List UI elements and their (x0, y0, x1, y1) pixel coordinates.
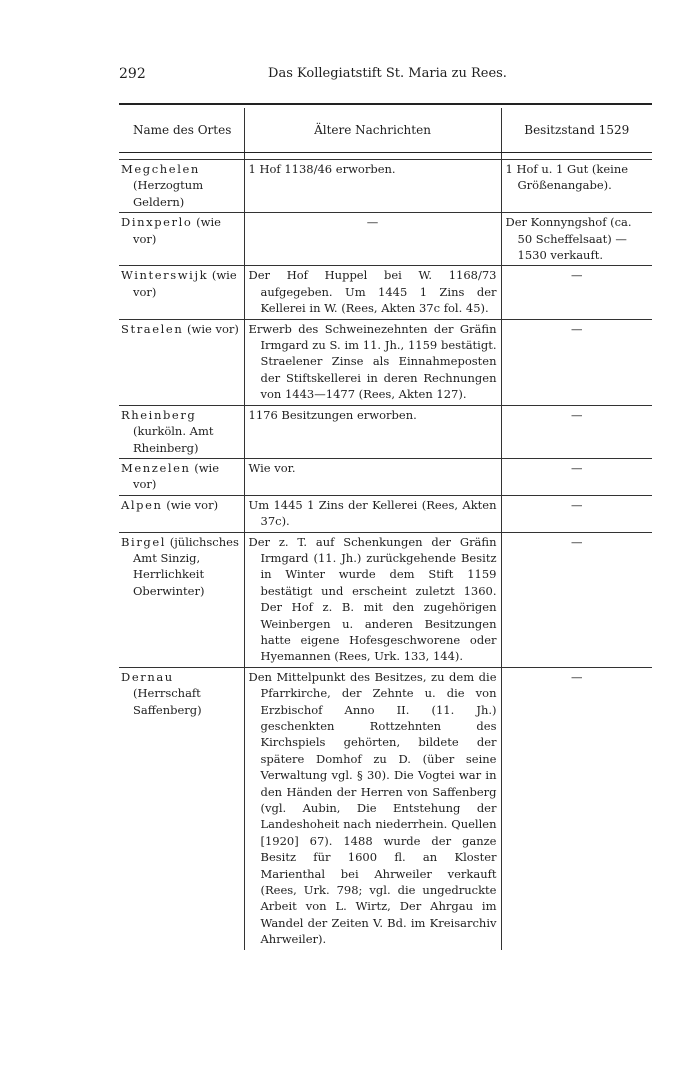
holdings-cell (501, 319, 652, 405)
table-header-row (119, 108, 652, 153)
place-cell (119, 667, 244, 949)
place-cell (119, 266, 244, 319)
news-cell (244, 532, 501, 667)
holdings-table (119, 108, 652, 950)
news-cell (244, 213, 501, 266)
header-spacer-row (119, 153, 652, 160)
place-name-spaced: Rheinberg (121, 407, 197, 422)
column-header-place: Name des Ortes (119, 108, 244, 153)
news-text: 1176 Besitzungen erworben. (248, 407, 417, 422)
table-row (119, 266, 652, 319)
table-row (119, 458, 652, 495)
place-name-qualifier: (wie vor) (162, 497, 219, 512)
place-name (121, 460, 241, 493)
place-name (121, 497, 241, 513)
table-row (119, 405, 652, 458)
place-cell (119, 319, 244, 405)
place-name-qualifier: (kurköln. Amt Rheinberg) (133, 424, 214, 455)
place-name-qualifier: (Herrschaft Saffenberg) (133, 686, 202, 717)
place-name-spaced: Straelen (121, 321, 184, 336)
place-cell (119, 495, 244, 532)
holdings-text: — (571, 407, 583, 422)
place-cell (119, 213, 244, 266)
place-name-qualifier: (wie vor) (133, 460, 220, 492)
place-name-spaced: Menzelen (121, 460, 191, 475)
news-cell (244, 319, 501, 405)
holdings-text: — (571, 497, 583, 512)
place-name-spaced: Dinxperlo (121, 215, 193, 230)
place-name (121, 214, 241, 247)
place-name (121, 669, 241, 718)
place-name-qualifier: (jülichsches Amt Sinzig, Herrlichkeit Oberwinter) (133, 534, 239, 598)
news-cell (244, 495, 501, 532)
page-number: 292 (119, 66, 146, 82)
holdings-text: — (571, 321, 583, 336)
news-text: Wie vor. (248, 460, 296, 475)
holdings-text: — (571, 268, 583, 283)
holdings-cell (501, 532, 652, 667)
place-name (121, 267, 241, 300)
holdings-cell (501, 213, 652, 266)
table-row (119, 495, 652, 532)
top-rule (119, 103, 652, 105)
news-text: Den Mittelpunkt des Besitzes, zu dem die Pfarrkirche, der Zehnte u. die von Erzbischof Anno II. (11. Jh.) geschenkten Rottzehnten des Kirchspiels gehörten, bildete der spätere Domhof zu D. (über seine Verwaltung vgl. § 30). Die Vogtei war in den Händen der Herren von Saffenberg (vgl. Aubin, Die Entstehung der Landeshoheit nach niederrhein. Quellen [1920] 67). 1488 wurde der ganze Besitz für 1600 fl. an Kloster Marienthal bei Ahrweiler verkauft (Rees, Urk. 798; vgl. die ungedruckte Arbeit von L. Wirtz, Der Ahrgau im Wandel der Zeiten V. Bd. im Kreisarchiv Ahrweiler). (248, 669, 497, 947)
place-name (121, 161, 241, 210)
news-cell (244, 160, 501, 213)
place-name-spaced: Megchelen (121, 162, 200, 176)
place-name (121, 407, 241, 456)
news-text: Erwerb des Schweinezehnten der Gräfin Irmgard zu S. im 11. Jh., 1159 bestätigt. Straelener Zinse als Einnahmeposten der Stiftskellerei in deren Rechnungen von 1443—1477 (Rees, Akten 127). (248, 321, 497, 402)
holdings-text: Der Konnyngshof (ca. 50 Scheffelsaat) — 1530 verkauft. (505, 215, 632, 263)
column-header-news: Ältere Nachrichten (244, 108, 501, 153)
place-cell (119, 160, 244, 213)
table-row (119, 532, 652, 667)
place-cell (119, 405, 244, 458)
news-cell (244, 667, 501, 949)
news-cell (244, 405, 501, 458)
place-name-spaced: Birgel (121, 534, 167, 549)
news-cell (244, 266, 501, 319)
holdings-text: — (571, 669, 583, 684)
holdings-cell (501, 266, 652, 319)
holdings-cell (501, 405, 652, 458)
news-text: Der z. T. auf Schenkungen der Gräfin Irmgard (11. Jh.) zurückgehende Besitz in Winter wurde dem Stift 1159 bestätigt und erscheint zuletzt 1360. Der Hof z. B. mit den zugehörigen Weinbergen u. anderen Besitzungen hatte eigene Hofesgeschworene oder Hyemannen (Rees, Urk. 133, 144). (248, 534, 497, 664)
news-text: Um 1445 1 Zins der Kellerei (Rees, Akten 37c). (248, 497, 497, 529)
news-text: Der Hof Huppel bei W. 1168/73 aufgegeben. Um 1445 1 Zins der Kellerei in W. (Rees, Akten 37c fol. 45). (248, 268, 497, 316)
place-name-spaced: Dernau (121, 669, 174, 684)
holdings-text: 1 Hof u. 1 Gut (keine Größenangabe). (505, 162, 629, 193)
place-name-qualifier: (Herzogtum Geldern) (133, 178, 204, 209)
place-name (121, 534, 241, 600)
holdings-cell (501, 667, 652, 949)
place-name (121, 321, 241, 337)
holdings-cell (501, 160, 652, 213)
place-cell (119, 532, 244, 667)
news-cell (244, 458, 501, 495)
place-name-qualifier: (wie vor) (133, 215, 221, 246)
table-row (119, 160, 652, 213)
running-head: Das Kollegiatstift St. Maria zu Rees. (268, 66, 507, 81)
column-header-holdings: Besitzstand 1529 (501, 108, 652, 153)
holdings-cell (501, 458, 652, 495)
place-cell (119, 458, 244, 495)
place-name-qualifier: (wie vor) (183, 321, 239, 336)
place-name-spaced: Alpen (121, 497, 163, 512)
table-row (119, 667, 652, 949)
table-row (119, 319, 652, 405)
holdings-text: — (571, 534, 583, 549)
table-row (119, 213, 652, 266)
news-text: 1 Hof 1138/46 erworben. (248, 162, 396, 176)
holdings-text: — (571, 460, 583, 475)
news-text: — (366, 215, 379, 230)
holdings-cell (501, 495, 652, 532)
place-name-qualifier: (wie vor) (133, 268, 237, 299)
place-name-spaced: Winterswijk (121, 268, 209, 283)
